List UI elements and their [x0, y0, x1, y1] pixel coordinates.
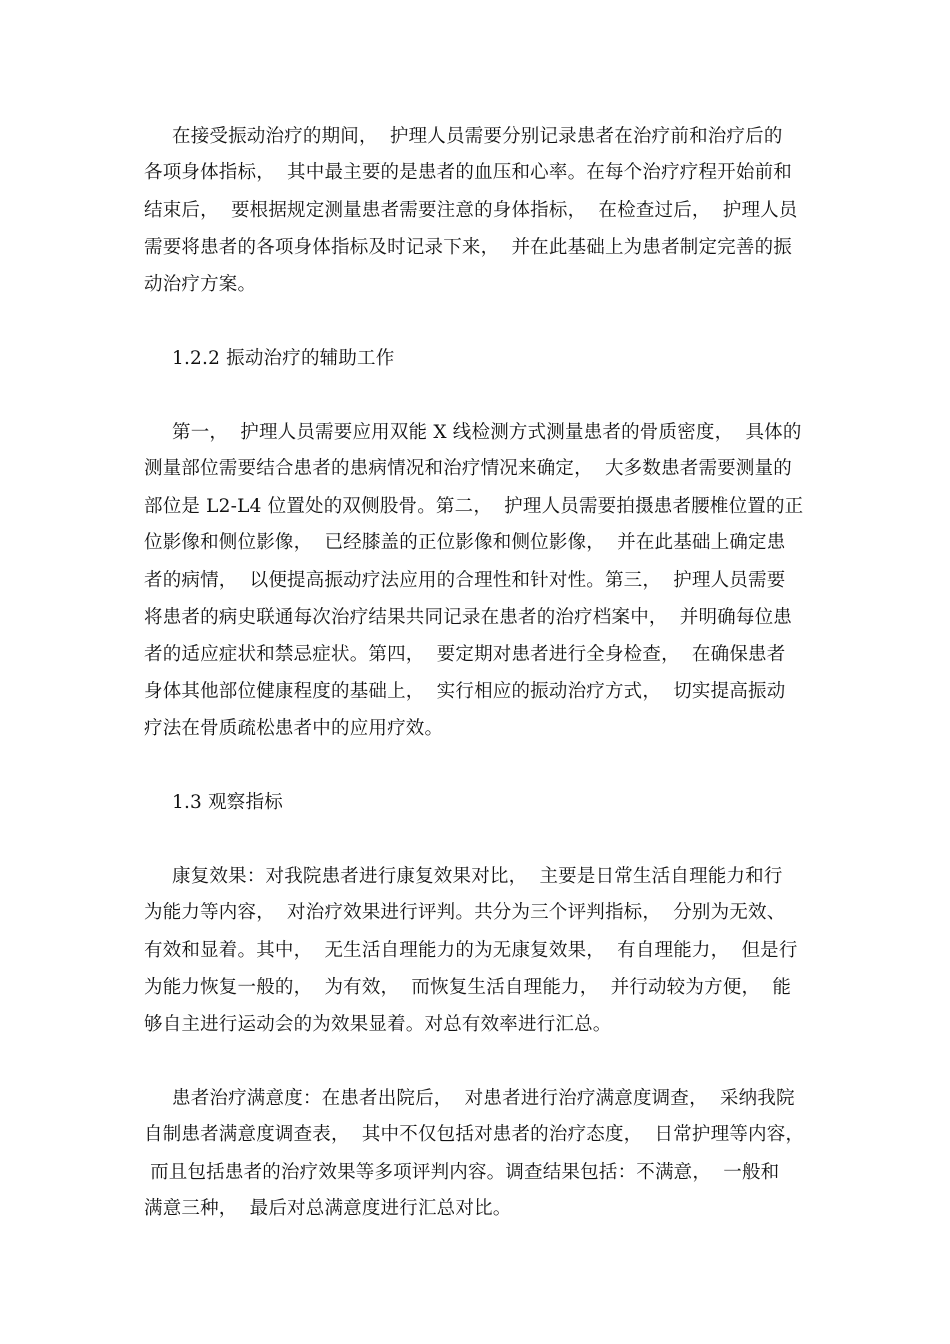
text-line: 测量部位需要结合患者的患病情况和治疗情况来确定， 大多数患者需要测量的: [144, 458, 792, 479]
text-line: 有效和显着。其中， 无生活自理能力的为无康复效果， 有自理能力， 但是行: [144, 940, 798, 961]
text-line: 为能力恢复一般的， 为有效， 而恢复生活自理能力， 并行动较为方便， 能: [144, 977, 792, 998]
text-line: 患者治疗满意度：在患者出院后， 对患者进行治疗满意度调查， 采纳我院: [172, 1088, 795, 1109]
text-line: 结束后， 要根据规定测量患者需要注意的身体指标， 在检查过后， 护理人员: [144, 200, 798, 221]
text-line: 各项身体指标， 其中最主要的是患者的血压和心率。在每个治疗疗程开始前和: [144, 162, 792, 183]
text-line: 将患者的病史联通每次治疗结果共同记录在患者的治疗档案中， 并明确每位患: [144, 607, 792, 628]
text-line: 疗法在骨质疏松患者中的应用疗效。: [144, 718, 444, 739]
text-line: 需要将患者的各项身体指标及时记录下来， 并在此基础上为患者制定完善的振: [144, 237, 792, 258]
text-line: 够自主进行运动会的为效果显着。对总有效率进行汇总。: [144, 1014, 612, 1035]
text-line: 位影像和侧位影像， 已经膝盖的正位影像和侧位影像， 并在此基础上确定患: [144, 532, 786, 553]
text-line: 自制患者满意度调查表， 其中不仅包括对患者的治疗态度， 日常护理等内容，: [144, 1124, 805, 1145]
text-line: 部位是 L2-L4 位置处的双侧股骨。第二， 护理人员需要拍摄患者腰椎位置的正: [144, 496, 804, 517]
text-line: 者的适应症状和禁忌症状。第四， 要定期对患者进行全身检查， 在确保患者: [144, 644, 786, 665]
text-line: 满意三种， 最后对总满意度进行汇总对比。: [144, 1198, 512, 1219]
text-line: 身体其他部位健康程度的基础上， 实行相应的振动治疗方式， 切实提高振动: [144, 681, 786, 702]
section-heading-1-3: 1.3 观察指标: [172, 792, 283, 813]
text-line: 而且包括患者的治疗效果等多项评判内容。调查结果包括：不满意， 一般和: [144, 1162, 780, 1183]
text-line: 者的病情， 以便提高振动疗法应用的合理性和针对性。第三， 护理人员需要: [144, 570, 786, 591]
section-heading-1-2-2: 1.2.2 振动治疗的辅助工作: [172, 348, 395, 369]
text-line: 为能力等内容， 对治疗效果进行评判。共分为三个评判指标， 分别为无效、: [144, 902, 786, 923]
text-line: 第一， 护理人员需要应用双能 X 线检测方式测量患者的骨质密度， 具体的: [172, 422, 802, 443]
text-line: 在接受振动治疗的期间， 护理人员需要分别记录患者在治疗前和治疗后的: [172, 126, 783, 147]
text-line: 动治疗方案。: [144, 274, 257, 295]
text-line: 康复效果：对我院患者进行康复效果对比， 主要是日常生活自理能力和行: [172, 866, 783, 887]
